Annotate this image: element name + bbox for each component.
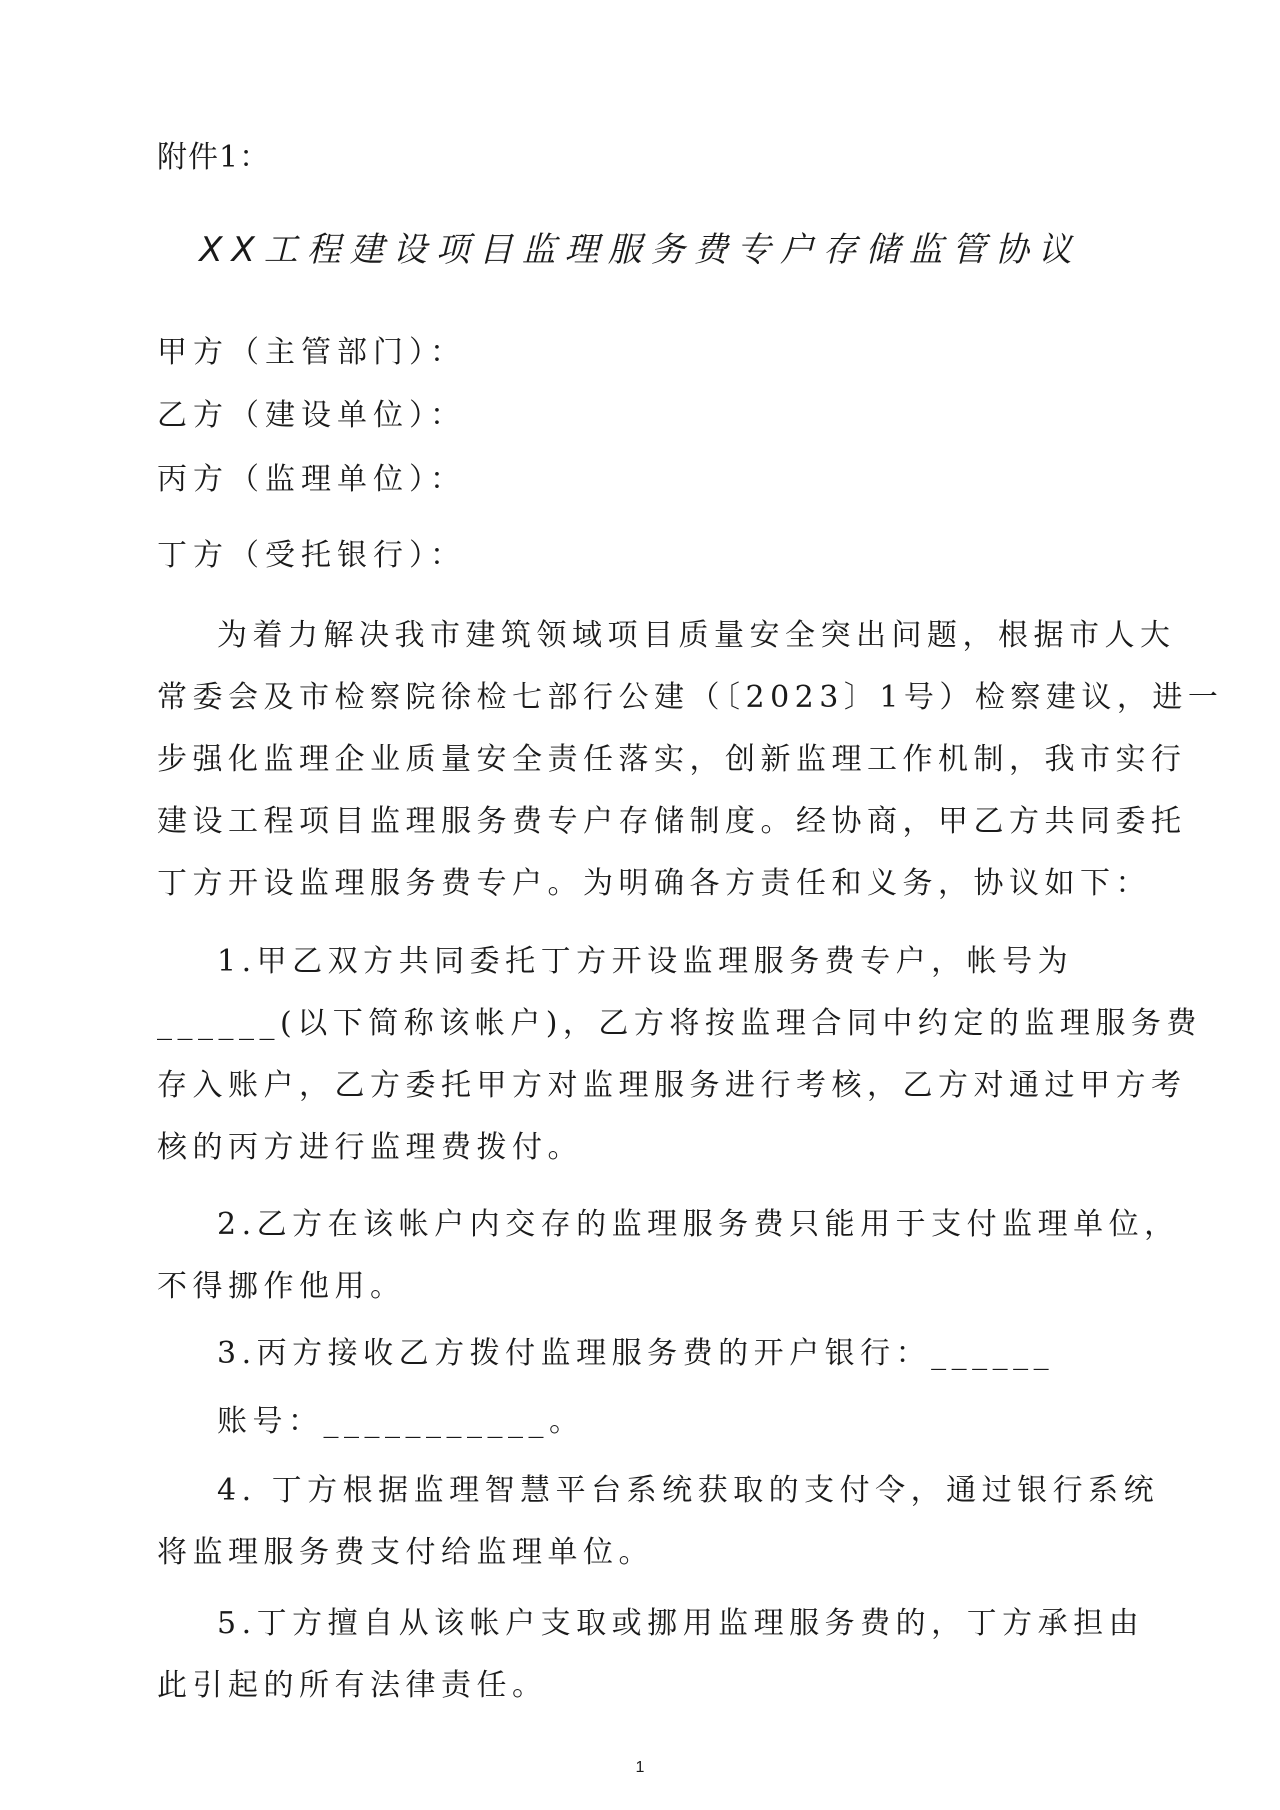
clause-2-line: 2.乙方在该帐户内交存的监理服务费只能用于支付监理单位， — [217, 1207, 1180, 1242]
clause-4-line: 将监理服务费支付给监理单位。 — [157, 1535, 654, 1570]
party-c: 丙方（监理单位）： — [157, 462, 466, 497]
intro-line: 丁方开设监理服务费专户。为明确各方责任和义务，协议如下： — [157, 866, 1151, 901]
page-number: 1 — [635, 1759, 645, 1776]
intro-line: 步强化监理企业质量安全责任落实，创新监理工作机制，我市实行 — [157, 742, 1187, 777]
clause-5-line: 此引起的所有法律责任。 — [157, 1668, 548, 1703]
clause-4-line: 4. 丁方根据监理智慧平台系统获取的支付令，通过银行系统 — [217, 1473, 1160, 1508]
party-a: 甲方（主管部门）： — [157, 335, 466, 370]
clause-3-line: 3.丙方接收乙方拨付监理服务费的开户银行：______ — [217, 1336, 1055, 1371]
intro-line: 常委会及市检察院徐检七部行公建（〔2023〕1号）检察建议，进一 — [157, 680, 1224, 715]
annex-label: 附件1： — [157, 140, 271, 175]
clause-3-account: 账号：___________。 — [217, 1404, 585, 1439]
document-title: XX工程建设项目监理服务费专户存储监管协议 — [199, 230, 1081, 270]
party-b: 乙方（建设单位）： — [157, 398, 466, 433]
clause-1-line: 核的丙方进行监理费拨付。 — [157, 1130, 583, 1165]
clause-1-line: ______(以下简称该帐户)，乙方将按监理合同中约定的监理服务费 — [157, 1006, 1202, 1041]
intro-line: 为着力解决我市建筑领域项目质量安全突出问题，根据市人大 — [217, 618, 1176, 653]
clause-1-line: 存入账户，乙方委托甲方对监理服务进行考核，乙方对通过甲方考 — [157, 1068, 1187, 1103]
intro-line: 建设工程项目监理服务费专户存储制度。经协商，甲乙方共同委托 — [157, 804, 1187, 839]
party-d: 丁方（受托银行）： — [157, 538, 466, 573]
clause-1-line: 1.甲乙双方共同委托丁方开设监理服务费专户，帐号为 — [217, 944, 1074, 979]
clause-2-line: 不得挪作他用。 — [157, 1269, 406, 1304]
clause-5-line: 5.丁方擅自从该帐户支取或挪用监理服务费的，丁方承担由 — [217, 1606, 1145, 1641]
